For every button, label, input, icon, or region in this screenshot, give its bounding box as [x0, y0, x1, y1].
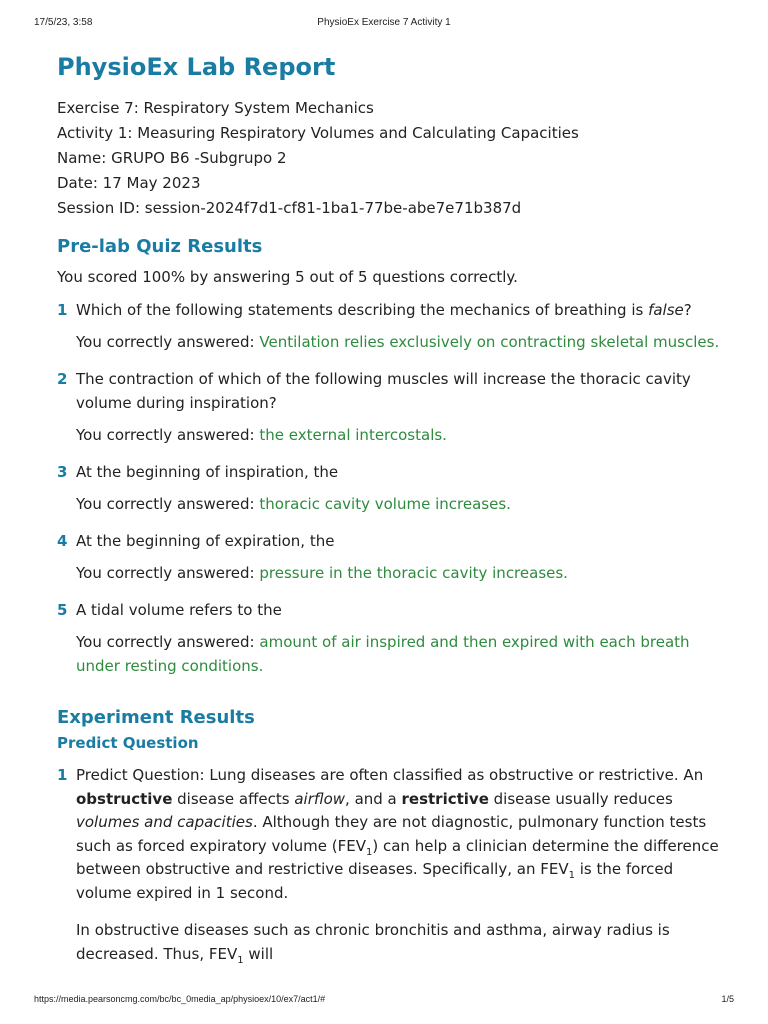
question-answer: You correctly answered: pressure in the thoracic cavity increases.: [76, 564, 568, 582]
quiz-question: [57, 298, 727, 354]
prelab-score: You scored 100% by answering 5 out of 5 questions correctly.: [57, 268, 518, 286]
activity-line: Activity 1: Measuring Respiratory Volumes and Calculating Capacities: [57, 124, 579, 142]
question-number: 4: [57, 532, 68, 550]
question-number: 1: [57, 301, 68, 319]
quiz-question: [57, 598, 727, 678]
paragraph-gap: [76, 905, 727, 919]
question-number: 2: [57, 370, 68, 388]
question-text: The contraction of which of the following muscles will increase the thoracic cavity volume during inspiration?: [76, 370, 691, 412]
question-answer: You correctly answered: Ventilation relies exclusively on contracting skeletal muscles.: [76, 333, 720, 351]
question-number: 3: [57, 463, 68, 481]
question-text: Which of the following statements describing the mechanics of breathing is false?: [76, 301, 692, 319]
quiz-question: [57, 529, 727, 585]
question-answer: You correctly answered: amount of air inspired and then expired with each breath under resting conditions.: [76, 633, 690, 675]
page-number: 1/5: [721, 994, 734, 1004]
question-answer: You correctly answered: the external intercostals.: [76, 426, 447, 444]
name-line: Name: GRUPO B6 -Subgrupo 2: [57, 149, 287, 167]
exercise-line: Exercise 7: Respiratory System Mechanics: [57, 99, 374, 117]
question-number: 5: [57, 601, 68, 619]
experiment-heading: Experiment Results: [57, 707, 255, 728]
prelab-heading: Pre-lab Quiz Results: [57, 236, 263, 257]
footer-url[interactable]: https://media.pearsoncmg.com/bc/bc_0media_ap/physioex/10/ex7/act1/#: [34, 994, 326, 1004]
predict-text-continued: In obstructive diseases such as chronic bronchitis and asthma, airway radius is decreased. Thus, $FEV_1$ will: [76, 921, 670, 966]
item-number: 1: [57, 766, 68, 784]
report-title: PhysioEx Lab Report: [57, 53, 336, 81]
quiz-question: [57, 367, 727, 447]
quiz-question: [57, 460, 727, 516]
predict-text: Predict Question: Lung diseases are often classified as obstructive or restrictive. An obstructive disease affects airflow, and a restrictive disease usually reduces volumes and capacities. Although they are not diagnostic, pulmonary function tests such as forced expiratory volume $(FEV_1)$ can help a clinician determine the difference between obstructive and restrictive diseases. Specifically, an $FEV_1$ is the forced volume expired in 1 second.: [76, 766, 719, 902]
predict-subheading: Predict Question: [57, 734, 199, 752]
question-answer: You correctly answered: thoracic cavity volume increases.: [76, 495, 511, 513]
session-line: Session ID: session-2024f7d1-cf81-1ba1-77be-abe7e71b387d: [57, 199, 522, 217]
question-text: A tidal volume refers to the: [76, 601, 282, 619]
report-meta: [57, 96, 727, 221]
predict-item: [57, 764, 727, 966]
date-line: Date: 17 May 2023: [57, 174, 201, 192]
page-header: [34, 17, 734, 31]
question-text: At the beginning of inspiration, the: [76, 463, 339, 481]
print-title: PhysioEx Exercise 7 Activity 1: [317, 17, 451, 28]
page-footer: [34, 994, 734, 1008]
print-timestamp: 17/5/23, 3:58: [34, 17, 93, 28]
question-text: At the beginning of expiration, the: [76, 532, 335, 550]
report-content: [57, 51, 727, 966]
